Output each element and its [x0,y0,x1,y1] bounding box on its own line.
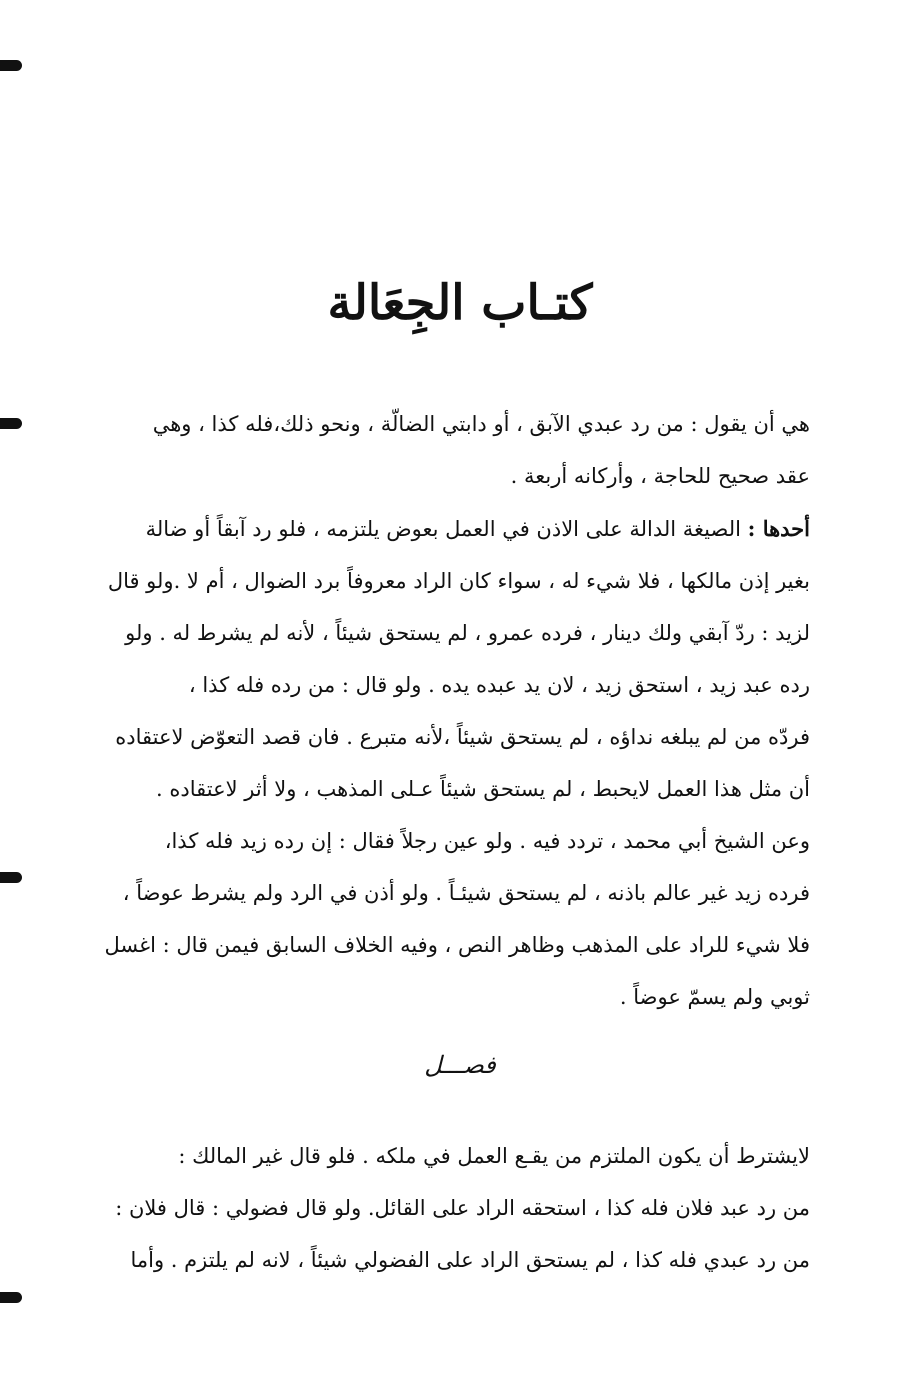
section-paragraph [80,1130,810,1286]
section-heading: فصـــل [424,1051,496,1079]
text-line: أن مثل هذا العمل لايحبط ، لم يستحق شيئاً عـلى المذهب ، ولا أثر لاعتقاده . [156,777,810,801]
chapter-title [160,268,760,358]
chapter-title-text: كتـاب الجِعَالة [327,275,593,331]
text-line: وعن الشيخ أبي محمد ، تردد فيه . ولو عين رجلاً فقال : إن رده زيد فله كذا، [164,829,810,853]
intro-paragraph [80,398,810,502]
text-line: لايشترط أن يكون الملتزم من يقـع العمل في ملكه . فلو قال غير المالك : [178,1144,810,1168]
text-line: ثوبي ولم يسمّ عوضاً . [619,985,810,1009]
text-line: رده عبد زيد ، استحق زيد ، لان يد عبده يده . ولو قال : من رده فله كذا ، [188,673,810,697]
text-line: فلا شيء للراد على المذهب وظاهر النص ، وفيه الخلاف السابق فيمن قال : اغسل [104,933,810,957]
first-pillar-paragraph [80,503,810,1023]
binding-mark [0,60,22,71]
text-line [80,503,810,555]
text-line: من رد عبد فلان فله كذا ، استحقه الراد على القائل. ولو قال فضولي : قال فلان : [115,1196,810,1220]
lead-word: أحدها : [747,516,810,541]
text-line: فرده زيد غير عالم باذنه ، لم يستحق شيئـاً . ولو أذن في الرد ولم يشرط عوضاً ، [122,881,810,905]
binding-mark [0,418,22,429]
text-line: بغير إذن مالكها ، فلا شيء له ، سواء كان الراد معروفاً برد الضوال ، أم لا .ولو قال [107,569,810,593]
text-line: هي أن يقول : من رد عبدي الآبق ، أو دابتي الضالّة ، ونحو ذلك،فله كذا ، وهي [152,412,810,436]
binding-mark [0,872,22,883]
text-line: من رد عبدي فله كذا ، لم يستحق الراد على الفضولي شيئاً ، لانه لم يلتزم . وأما [130,1248,810,1272]
binding-mark [0,1292,22,1303]
text-line: لزيد : ردّ آبقي ولك دينار ، فرده عمرو ، لم يستحق شيئاً ، لأنه لم يشرط له . ولو [125,621,810,645]
text-line: فردّه من لم يبلغه نداؤه ، لم يستحق شيئاً ،لأنه متبرع . فان قصد التعوّض لاعتقاده [115,725,810,749]
text-line: عقد صحيح للحاجة ، وأركانه أربعة . [510,464,810,488]
line-continuation: الصيغة الدالة على الاذن في العمل بعوض يلتزمه ، فلو رد آبقاً أو ضالة [145,517,748,541]
